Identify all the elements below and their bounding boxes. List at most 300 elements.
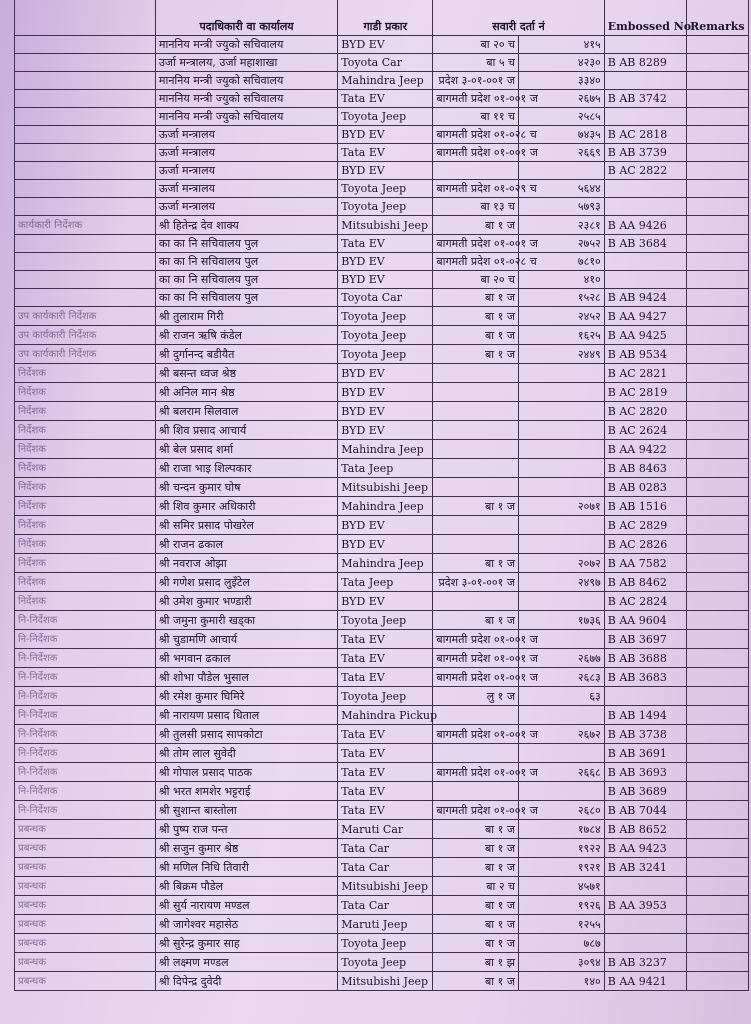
table-row	[15, 592, 749, 611]
table-row	[15, 271, 749, 289]
remarks-cell	[686, 535, 748, 554]
registration-prefix-cell: बागमती प्रदेश ०१-०२८ च	[433, 126, 519, 144]
registration-prefix-cell	[433, 744, 519, 763]
registration-prefix-cell	[433, 421, 519, 440]
vehicle-type-cell: Toyota Jeep	[338, 687, 433, 706]
embossed-number-cell	[604, 915, 686, 934]
table-row	[15, 801, 749, 820]
embossed-number-cell	[604, 253, 686, 271]
level-cell	[15, 592, 156, 611]
office-cell: श्री बेल प्रसाद शर्मा	[155, 440, 337, 459]
remarks-cell	[686, 180, 748, 198]
vehicle-type-cell: Toyota Jeep	[338, 953, 433, 972]
table-row	[15, 706, 749, 725]
embossed-number-cell: B AC 2822	[604, 162, 686, 180]
vehicle-type-cell: Toyota Car	[338, 289, 433, 307]
registration-prefix-cell: लु १ ज	[433, 687, 519, 706]
remarks-cell	[686, 592, 748, 611]
level-cell	[15, 271, 156, 289]
embossed-number-cell: B AB 3683	[604, 668, 686, 687]
table-row	[15, 535, 749, 554]
remarks-cell	[686, 858, 748, 877]
remarks-cell	[686, 198, 748, 216]
level-cell	[15, 573, 156, 592]
embossed-number-cell: B AB 1494	[604, 706, 686, 725]
vehicle-type-cell: Mahindra Jeep	[338, 440, 433, 459]
vehicle-type-cell: Maruti Jeep	[338, 915, 433, 934]
table-row	[15, 235, 749, 253]
remarks-cell	[686, 90, 748, 108]
level-cell	[15, 934, 156, 953]
registration-number-cell: २३८१	[519, 216, 605, 235]
remarks-cell	[686, 896, 748, 915]
registration-number-cell: ७४३५	[519, 126, 605, 144]
header-office: पदाधिकारी वा कार्यालय	[155, 0, 337, 36]
remarks-cell	[686, 972, 748, 991]
table-row	[15, 459, 749, 478]
registration-number-cell: २४४९	[519, 345, 605, 364]
registration-prefix-cell	[433, 440, 519, 459]
office-cell: श्री उमेश कुमार भण्डारी	[155, 592, 337, 611]
table-row	[15, 877, 749, 896]
level-cell	[15, 72, 156, 90]
vehicle-type-cell: Mitsubishi Jeep	[338, 877, 433, 896]
remarks-cell	[686, 649, 748, 668]
level-text: नि-निर्देशक	[18, 691, 58, 702]
registration-number-cell: १५२८	[519, 289, 605, 307]
vehicle-type-cell: Tata EV	[338, 801, 433, 820]
registration-number-cell: ६३	[519, 687, 605, 706]
level-cell	[15, 763, 156, 782]
header-embossed: Embossed No.	[604, 0, 686, 36]
embossed-number-cell	[604, 198, 686, 216]
office-cell: श्री भगवान ढकाल	[155, 649, 337, 668]
registration-prefix-cell: बागमती प्रदेश ०१-०२८ च	[433, 253, 519, 271]
level-text: नि-निर्देशक	[18, 653, 58, 664]
embossed-number-cell: B AB 3693	[604, 763, 686, 782]
office-cell: श्री रमेश कुमार घिमिरे	[155, 687, 337, 706]
embossed-number-cell: B AC 2819	[604, 383, 686, 402]
office-cell: माननिय मन्त्री ज्युको सचिवालय	[155, 36, 337, 54]
vehicle-type-cell: BYD EV	[338, 253, 433, 271]
level-text: नि-निर्देशक	[18, 672, 58, 683]
header-vehicle: गाडी प्रकार	[338, 0, 433, 36]
registration-prefix-cell: बा १ ज	[433, 915, 519, 934]
remarks-cell	[686, 144, 748, 162]
level-cell	[15, 326, 156, 345]
office-cell: माननिय मन्त्री ज्युको सचिवालय	[155, 72, 337, 90]
level-text: निर्देशक	[18, 596, 46, 607]
registration-number-cell	[519, 364, 605, 383]
level-cell	[15, 90, 156, 108]
office-cell: श्री सुशान्त बास्तोला	[155, 801, 337, 820]
level-cell	[15, 235, 156, 253]
registration-prefix-cell: बागमती प्रदेश ०१-००१ ज	[433, 90, 519, 108]
table-row	[15, 687, 749, 706]
level-text: प्रबन्धक	[18, 824, 46, 835]
registration-prefix-cell: बा २० च	[433, 36, 519, 54]
remarks-cell	[686, 573, 748, 592]
level-cell	[15, 253, 156, 271]
level-cell	[15, 307, 156, 326]
registration-prefix-cell: बा २ च	[433, 877, 519, 896]
registration-number-cell	[519, 516, 605, 535]
office-cell: ऊर्जा मन्त्रालय	[155, 126, 337, 144]
office-cell: का का नि सचिवालय पुल	[155, 235, 337, 253]
vehicle-type-cell: Tata Car	[338, 839, 433, 858]
remarks-cell	[686, 497, 748, 516]
office-cell: श्री जागेश्वर महासेठ	[155, 915, 337, 934]
table-row	[15, 611, 749, 630]
table-row	[15, 649, 749, 668]
table-row	[15, 326, 749, 345]
office-cell: श्री नवराज ओझा	[155, 554, 337, 573]
level-text: कार्यकारी निर्देशक	[18, 220, 83, 231]
remarks-cell	[686, 216, 748, 235]
embossed-number-cell: B AC 2820	[604, 402, 686, 421]
level-text: निर्देशक	[18, 425, 46, 436]
remarks-cell	[686, 763, 748, 782]
registration-prefix-cell: बा ५ च	[433, 54, 519, 72]
header-registration: सवारी दर्ता नं	[433, 0, 604, 36]
registration-number-cell	[519, 383, 605, 402]
remarks-cell	[686, 162, 748, 180]
vehicle-type-cell: Tata Jeep	[338, 459, 433, 478]
level-text: निर्देशक	[18, 577, 46, 588]
table-row	[15, 307, 749, 326]
registration-prefix-cell: बागमती प्रदेश ०१-००१ ज	[433, 630, 519, 649]
remarks-cell	[686, 271, 748, 289]
embossed-number-cell: B AA 3953	[604, 896, 686, 915]
embossed-number-cell: B AB 9534	[604, 345, 686, 364]
remarks-cell	[686, 289, 748, 307]
remarks-cell	[686, 72, 748, 90]
registration-prefix-cell: बागमती प्रदेश ०१-००१ ज	[433, 649, 519, 668]
level-text: निर्देशक	[18, 520, 46, 531]
level-text: निर्देशक	[18, 482, 46, 493]
level-cell	[15, 554, 156, 573]
registration-number-cell	[519, 478, 605, 497]
registration-prefix-cell: बा १ ज	[433, 307, 519, 326]
registration-number-cell	[519, 535, 605, 554]
remarks-cell	[686, 108, 748, 126]
office-cell: का का नि सचिवालय पुल	[155, 271, 337, 289]
registration-number-cell: १६२५	[519, 326, 605, 345]
registration-number-cell: ५६४४	[519, 180, 605, 198]
remarks-cell	[686, 706, 748, 725]
registration-number-cell: १७३६	[519, 611, 605, 630]
registration-number-cell: २६८०	[519, 801, 605, 820]
registration-number-cell: ५७९३	[519, 198, 605, 216]
remarks-cell	[686, 668, 748, 687]
vehicle-type-cell: Tata EV	[338, 630, 433, 649]
level-cell	[15, 915, 156, 934]
registration-number-cell: ४२३०	[519, 54, 605, 72]
level-text: नि-निर्देशक	[18, 710, 58, 721]
registration-prefix-cell: बा १ ज	[433, 345, 519, 364]
registration-number-cell: २६८३	[519, 668, 605, 687]
embossed-number-cell: B AA 9427	[604, 307, 686, 326]
table-row	[15, 725, 749, 744]
table-row	[15, 744, 749, 763]
embossed-number-cell	[604, 271, 686, 289]
embossed-number-cell: B AA 7582	[604, 554, 686, 573]
level-cell	[15, 972, 156, 991]
level-cell	[15, 725, 156, 744]
level-cell	[15, 706, 156, 725]
level-text: प्रबन्धक	[18, 843, 46, 854]
vehicle-register-table	[14, 0, 749, 991]
office-cell: श्री सुर्य नारायण मण्डल	[155, 896, 337, 915]
level-cell	[15, 877, 156, 896]
embossed-number-cell: B AB 9424	[604, 289, 686, 307]
office-cell: श्री सजुन कुमार श्रेष्ठ	[155, 839, 337, 858]
office-cell: श्री बिक्रम पौडेल	[155, 877, 337, 896]
table-row	[15, 934, 749, 953]
registration-number-cell: १९२६	[519, 896, 605, 915]
vehicle-type-cell: BYD EV	[338, 162, 433, 180]
remarks-cell	[686, 725, 748, 744]
level-cell	[15, 36, 156, 54]
table-row	[15, 630, 749, 649]
table-row	[15, 421, 749, 440]
level-cell	[15, 744, 156, 763]
registration-prefix-cell: बा १ ज	[433, 820, 519, 839]
registration-prefix-cell: बा २० च	[433, 271, 519, 289]
embossed-number-cell	[604, 36, 686, 54]
level-cell	[15, 402, 156, 421]
level-cell	[15, 198, 156, 216]
vehicle-type-cell: BYD EV	[338, 383, 433, 402]
embossed-number-cell: B AA 9425	[604, 326, 686, 345]
embossed-number-cell	[604, 180, 686, 198]
table-row	[15, 289, 749, 307]
embossed-number-cell: B AC 2818	[604, 126, 686, 144]
office-cell: का का नि सचिवालय पुल	[155, 289, 337, 307]
office-cell: श्री दिपेन्द्र दुवेदी	[155, 972, 337, 991]
table-body	[15, 36, 749, 991]
level-cell	[15, 839, 156, 858]
registration-prefix-cell: प्रदेश ३-०१-००१ ज	[433, 72, 519, 90]
registration-prefix-cell: बागमती प्रदेश ०१-००१ ज	[433, 725, 519, 744]
remarks-cell	[686, 630, 748, 649]
table-row	[15, 478, 749, 497]
registration-number-cell: १४०	[519, 972, 605, 991]
remarks-cell	[686, 820, 748, 839]
remarks-cell	[686, 953, 748, 972]
table-row	[15, 108, 749, 126]
level-text: प्रबन्धक	[18, 976, 46, 987]
vehicle-type-cell: Tata EV	[338, 649, 433, 668]
registration-number-cell: २४५२	[519, 307, 605, 326]
embossed-number-cell: B AB 8289	[604, 54, 686, 72]
registration-number-cell	[519, 592, 605, 611]
office-cell: माननिय मन्त्री ज्युको सचिवालय	[155, 108, 337, 126]
embossed-number-cell: B AB 1516	[604, 497, 686, 516]
level-text: निर्देशक	[18, 539, 46, 550]
vehicle-type-cell: Toyota Jeep	[338, 326, 433, 345]
table-row	[15, 162, 749, 180]
embossed-number-cell: B AB 3237	[604, 953, 686, 972]
embossed-number-cell: B AC 2824	[604, 592, 686, 611]
registration-prefix-cell: बागमती प्रदेश ०१-००१ ज	[433, 763, 519, 782]
vehicle-type-cell: Tata Car	[338, 896, 433, 915]
level-cell	[15, 478, 156, 497]
remarks-cell	[686, 934, 748, 953]
remarks-cell	[686, 801, 748, 820]
header-remarks: Remarks	[686, 0, 748, 36]
table-row	[15, 516, 749, 535]
embossed-number-cell: B AC 2826	[604, 535, 686, 554]
vehicle-type-cell: BYD EV	[338, 592, 433, 611]
level-cell	[15, 801, 156, 820]
registration-number-cell: ७८७	[519, 934, 605, 953]
remarks-cell	[686, 478, 748, 497]
table-row	[15, 126, 749, 144]
table-row	[15, 896, 749, 915]
table-row	[15, 915, 749, 934]
office-cell: श्री हितेन्द्र देव शाक्य	[155, 216, 337, 235]
registration-number-cell: २६६९	[519, 144, 605, 162]
registration-prefix-cell: बा १ ज	[433, 216, 519, 235]
vehicle-type-cell: Toyota Jeep	[338, 345, 433, 364]
level-text: नि-निर्देशक	[18, 805, 58, 816]
embossed-number-cell: B AA 9426	[604, 216, 686, 235]
vehicle-type-cell: Toyota Jeep	[338, 611, 433, 630]
level-text: प्रबन्धक	[18, 862, 46, 873]
embossed-number-cell: B AB 3738	[604, 725, 686, 744]
office-cell: श्री राजा भाइ शिल्पकार	[155, 459, 337, 478]
embossed-number-cell: B AB 3688	[604, 649, 686, 668]
office-cell: श्री गणेश प्रसाद लुइँटेल	[155, 573, 337, 592]
table-row	[15, 820, 749, 839]
table-row	[15, 668, 749, 687]
registration-number-cell: २४९७	[519, 573, 605, 592]
level-cell	[15, 668, 156, 687]
registration-number-cell: ४१०	[519, 271, 605, 289]
registration-number-cell: १२५५	[519, 915, 605, 934]
level-text: प्रबन्धक	[18, 900, 46, 911]
table-row	[15, 144, 749, 162]
embossed-number-cell: B AB 3742	[604, 90, 686, 108]
office-cell: श्री तोम लाल सुवेदी	[155, 744, 337, 763]
remarks-cell	[686, 345, 748, 364]
embossed-number-cell	[604, 108, 686, 126]
vehicle-type-cell: Toyota Jeep	[338, 108, 433, 126]
embossed-number-cell: B AA 9421	[604, 972, 686, 991]
registration-prefix-cell: बागमती प्रदेश ०१-००१ ज	[433, 144, 519, 162]
embossed-number-cell: B AC 2829	[604, 516, 686, 535]
registration-prefix-cell: बा १ झ	[433, 953, 519, 972]
vehicle-type-cell: Maruti Car	[338, 820, 433, 839]
office-cell: श्री दुर्गानन्द बडीयैत	[155, 345, 337, 364]
vehicle-type-cell: Tata EV	[338, 90, 433, 108]
registration-number-cell	[519, 706, 605, 725]
remarks-cell	[686, 421, 748, 440]
level-cell	[15, 516, 156, 535]
remarks-cell	[686, 402, 748, 421]
registration-number-cell: १९२२	[519, 839, 605, 858]
remarks-cell	[686, 611, 748, 630]
vehicle-type-cell: BYD EV	[338, 36, 433, 54]
level-text: निर्देशक	[18, 444, 46, 455]
level-cell	[15, 611, 156, 630]
registration-prefix-cell	[433, 162, 519, 180]
vehicle-type-cell: Mahindra Jeep	[338, 554, 433, 573]
table-row	[15, 573, 749, 592]
vehicle-type-cell: BYD EV	[338, 535, 433, 554]
registration-number-cell	[519, 162, 605, 180]
level-text: निर्देशक	[18, 387, 46, 398]
registration-number-cell: ४१५	[519, 36, 605, 54]
level-text: नि-निर्देशक	[18, 729, 58, 740]
table-row	[15, 858, 749, 877]
level-cell	[15, 782, 156, 801]
level-cell	[15, 345, 156, 364]
level-text: उप कार्यकारी निर्देशक	[18, 330, 97, 341]
embossed-number-cell: B AA 9604	[604, 611, 686, 630]
level-text: नि-निर्देशक	[18, 767, 58, 778]
registration-number-cell: २५८५	[519, 108, 605, 126]
office-cell: श्री अनिल मान श्रेष्ठ	[155, 383, 337, 402]
level-cell	[15, 289, 156, 307]
registration-number-cell	[519, 744, 605, 763]
level-text: निर्देशक	[18, 463, 46, 474]
remarks-cell	[686, 744, 748, 763]
office-cell: श्री लक्ष्मण मण्डल	[155, 953, 337, 972]
embossed-number-cell: B AB 0283	[604, 478, 686, 497]
office-cell: श्री राजन ऋषि कंडेल	[155, 326, 337, 345]
embossed-number-cell: B AB 3691	[604, 744, 686, 763]
remarks-cell	[686, 126, 748, 144]
vehicle-type-cell: Toyota Jeep	[338, 934, 433, 953]
embossed-number-cell	[604, 877, 686, 896]
office-cell: का का नि सचिवालय पुल	[155, 253, 337, 271]
vehicle-type-cell: BYD EV	[338, 402, 433, 421]
registration-prefix-cell: बा १ ज	[433, 972, 519, 991]
registration-number-cell	[519, 421, 605, 440]
registration-prefix-cell: बागमती प्रदेश ०१-०२९ च	[433, 180, 519, 198]
registration-number-cell: २७५२	[519, 235, 605, 253]
registration-number-cell: २०७१	[519, 497, 605, 516]
table-row	[15, 180, 749, 198]
remarks-cell	[686, 440, 748, 459]
table-row	[15, 364, 749, 383]
level-text: नि-निर्देशक	[18, 786, 58, 797]
embossed-number-cell: B AB 7044	[604, 801, 686, 820]
office-cell: श्री सुरेन्द्र कुमार साह	[155, 934, 337, 953]
table-row	[15, 253, 749, 271]
level-text: निर्देशक	[18, 406, 46, 417]
level-text: नि-निर्देशक	[18, 634, 58, 645]
table-row	[15, 90, 749, 108]
registration-number-cell: २६७५	[519, 90, 605, 108]
registration-prefix-cell	[433, 364, 519, 383]
remarks-cell	[686, 54, 748, 72]
office-cell: श्री शिव प्रसाद आचार्य	[155, 421, 337, 440]
office-cell: श्री जमुना कुमारी खड्का	[155, 611, 337, 630]
registration-prefix-cell	[433, 516, 519, 535]
office-cell: ऊर्जा मन्त्रालय	[155, 162, 337, 180]
embossed-number-cell: B AB 3684	[604, 235, 686, 253]
vehicle-type-cell: Tata Car	[338, 858, 433, 877]
office-cell: ऊर्जा मन्त्रालय	[155, 144, 337, 162]
office-cell: श्री तुलाराम गिरी	[155, 307, 337, 326]
registration-prefix-cell	[433, 535, 519, 554]
registration-prefix-cell	[433, 383, 519, 402]
registration-number-cell: ४५७१	[519, 877, 605, 896]
office-cell: श्री शोभा पौडेल भुसाल	[155, 668, 337, 687]
